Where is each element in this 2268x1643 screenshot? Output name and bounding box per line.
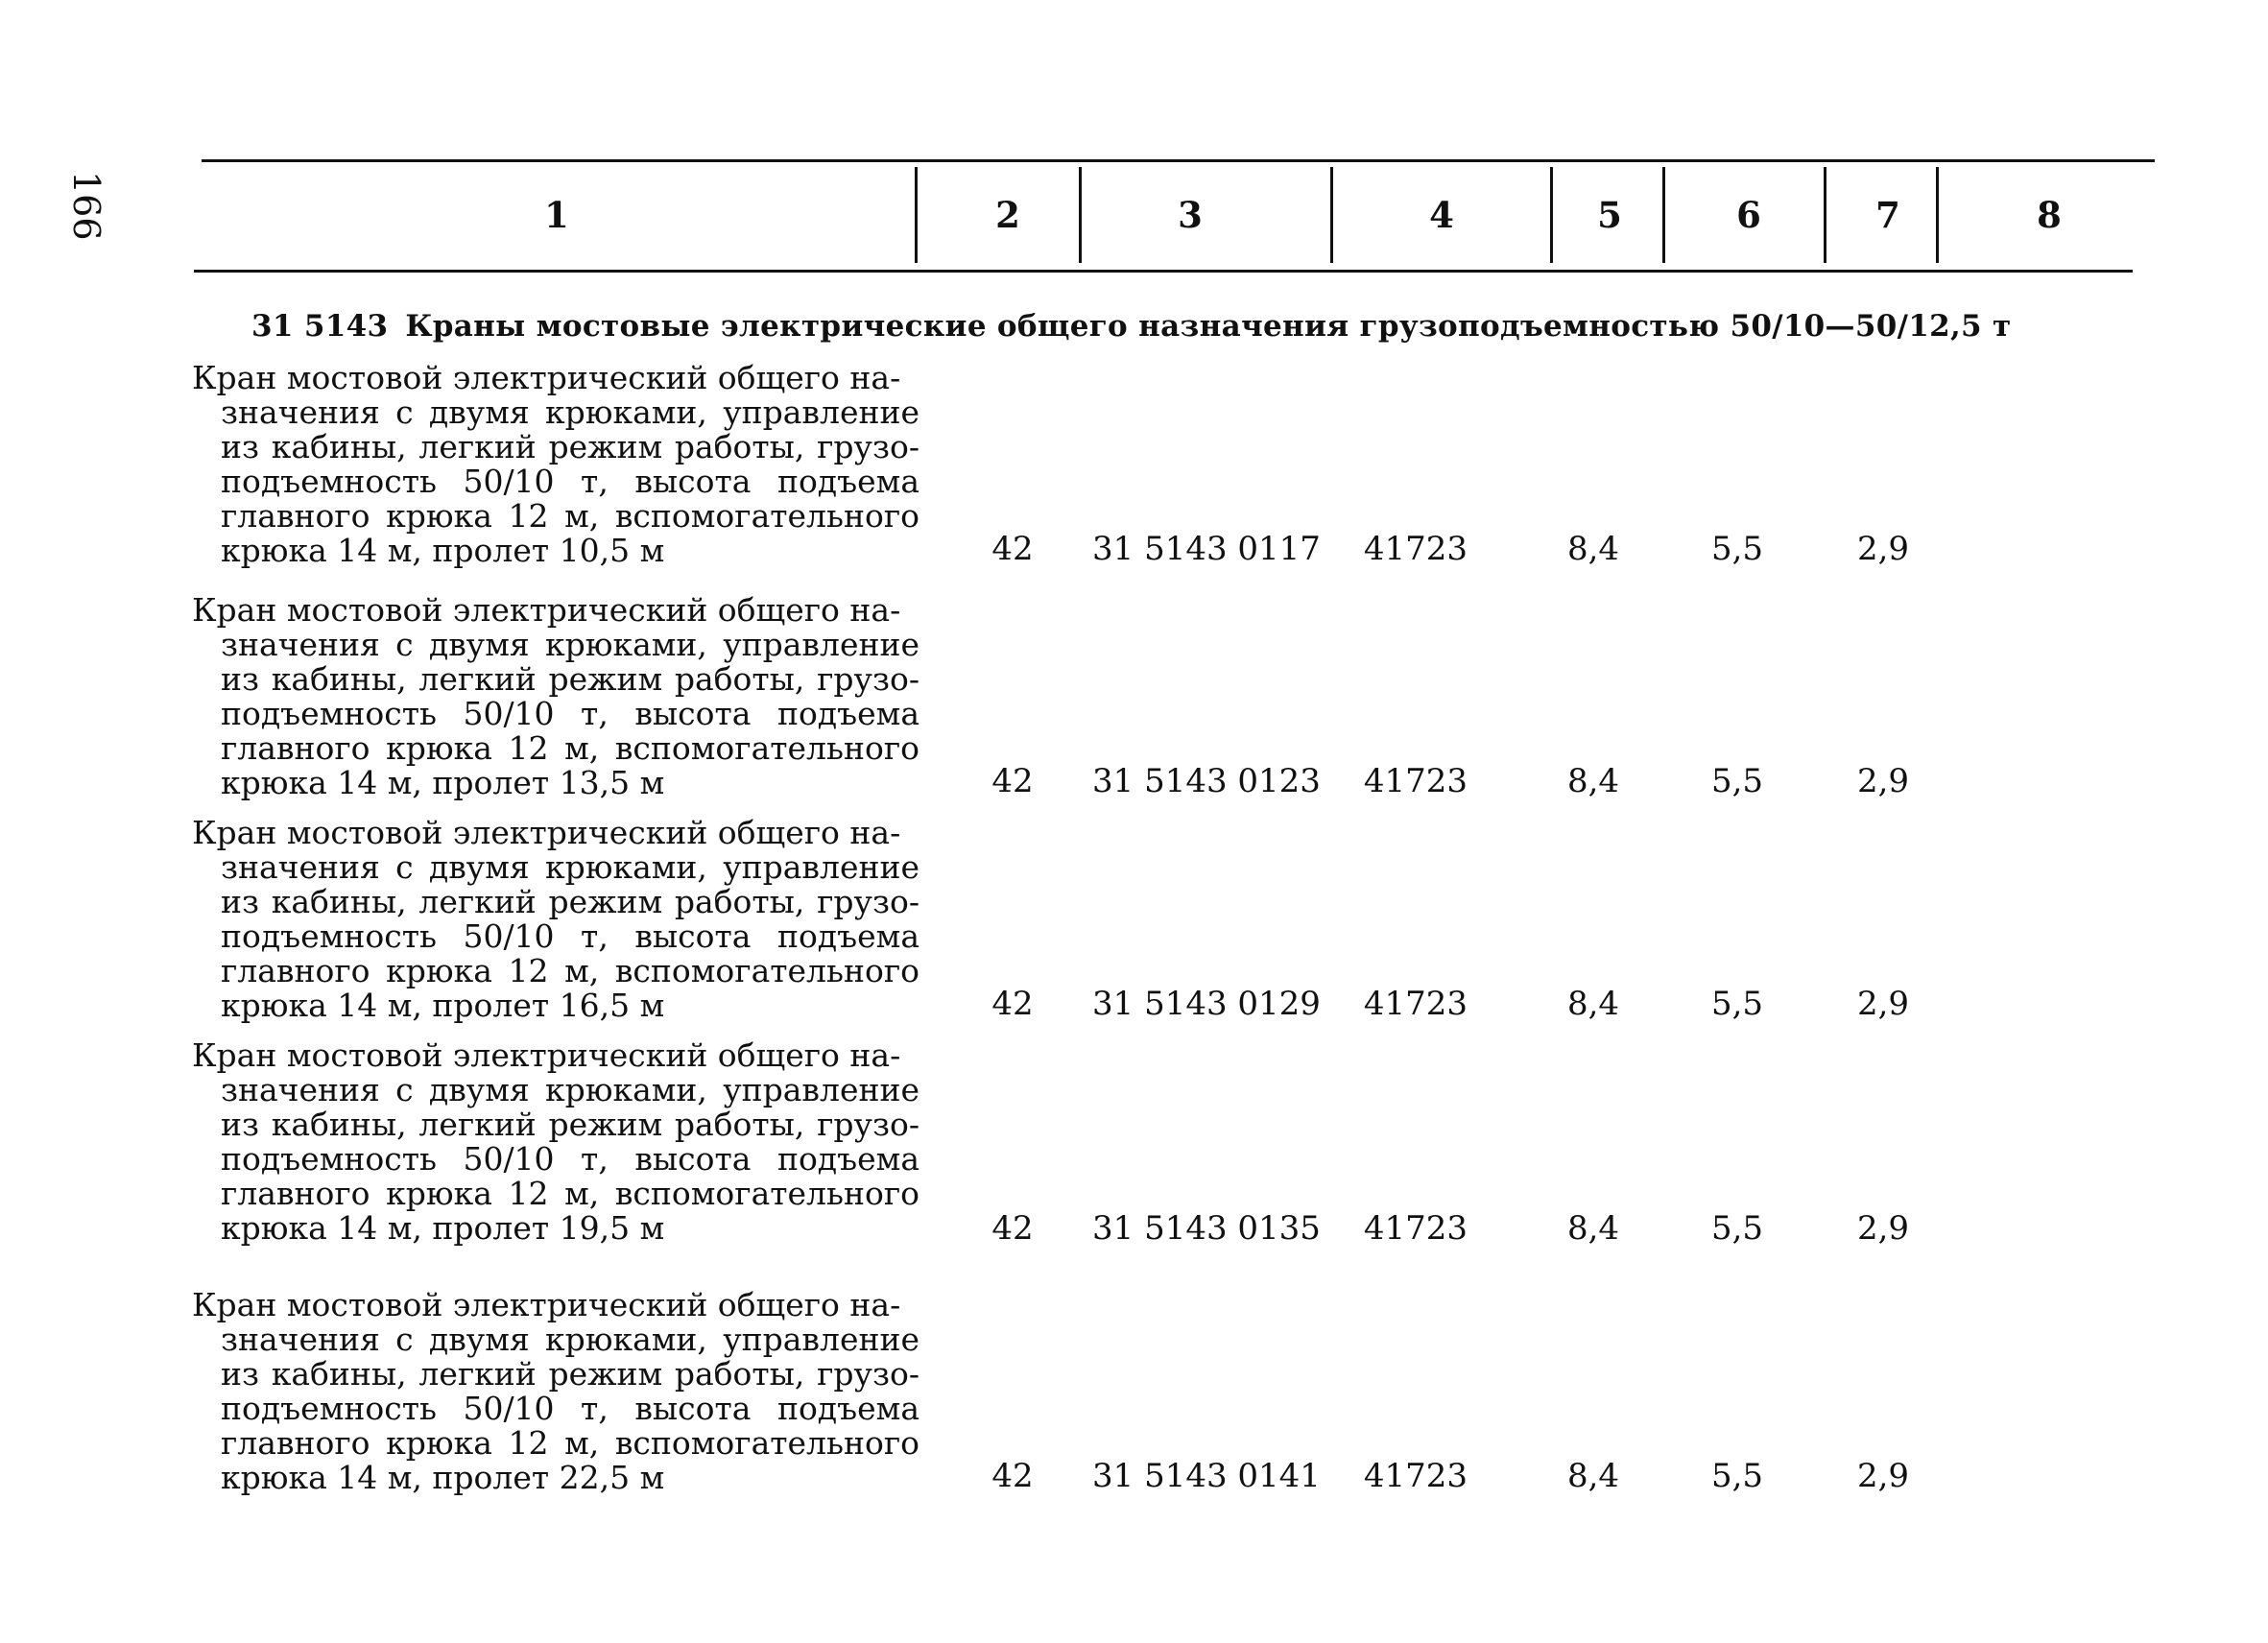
section-title-text: Краны мостовые электрические общего назначения грузоподъемностью 50/10—50/12,5 т [405,309,2012,344]
column-header-8: 8 [2037,194,2062,236]
row-cell-col2: 42 [991,985,1034,1023]
row-cell-col4: 41723 [1363,530,1468,568]
table-header-bottom-rule [194,270,2133,273]
row-cell-col2: 42 [991,1209,1034,1248]
row-description [192,1288,919,1495]
row-cell-col7: 2,9 [1856,985,1910,1023]
row-description-rest: значения с двумя крюками, управление из кабины, легкий режим работы, грузо-подъемность 50/10 т, высота подъема главного крюка 12 м, вспомогательного крюка 14 м, пролет 16,5 м [221,848,919,1024]
row-description-first-line: Кран мостовой электрический общего на- [192,1286,901,1323]
row-cell-col7: 2,9 [1856,762,1910,800]
row-cell-col5: 8,4 [1566,1457,1620,1495]
row-cell-col3: 31 5143 0141 [1092,1457,1321,1495]
row-cell-col2: 42 [991,530,1034,568]
column-divider [1662,167,1665,263]
row-description [192,361,919,568]
row-cell-col6: 5,5 [1710,762,1764,800]
column-divider [1936,167,1939,263]
row-cell-col4: 41723 [1363,1457,1468,1495]
row-cell-col2: 42 [991,762,1034,800]
row-description-rest: значения с двумя крюками, управление из кабины, легкий режим работы, грузо-подъемность 50/10 т, высота подъема главного крюка 12 м, вспомогательного крюка 14 м, пролет 19,5 м [221,1071,919,1247]
row-cell-col5: 8,4 [1566,530,1620,568]
row-cell-col3: 31 5143 0129 [1092,985,1321,1023]
row-description-rest: значения с двумя крюками, управление из кабины, легкий режим работы, грузо-подъемность 50/10 т, высота подъема главного крюка 12 м, вспомогательного крюка 14 м, пролет 13,5 м [221,626,919,801]
column-divider [1550,167,1553,263]
column-header-7: 7 [1875,194,1900,236]
row-cell-col7: 2,9 [1856,1209,1910,1248]
row-description-first-line: Кран мостовой электрический общего на- [192,1036,901,1074]
row-cell-col6: 5,5 [1710,530,1764,568]
page-number: 166 [65,171,107,241]
column-divider [1824,167,1826,263]
row-cell-col7: 2,9 [1856,1457,1910,1495]
row-cell-col3: 31 5143 0117 [1092,530,1321,568]
row-cell-col3: 31 5143 0123 [1092,762,1321,800]
row-cell-col5: 8,4 [1566,762,1620,800]
column-header-1: 1 [544,194,569,236]
column-header-4: 4 [1429,194,1454,236]
column-header-3: 3 [1178,194,1203,236]
row-cell-col4: 41723 [1363,985,1468,1023]
column-header-5: 5 [1597,194,1622,236]
row-cell-col6: 5,5 [1710,1209,1764,1248]
table-top-rule [202,159,2155,162]
row-description [192,816,919,1023]
section-code: 31 5143 [251,309,389,344]
row-cell-col2: 42 [991,1457,1034,1495]
row-description-rest: значения с двумя крюками, управление из кабины, легкий режим работы, грузо-подъемность 50/10 т, высота подъема главного крюка 12 м, вспомогательного крюка 14 м, пролет 22,5 м [221,1321,919,1496]
row-cell-col6: 5,5 [1710,1457,1764,1495]
column-divider [915,167,918,263]
row-cell-col5: 8,4 [1566,985,1620,1023]
row-description [192,593,919,800]
column-divider [1330,167,1333,263]
row-cell-col7: 2,9 [1856,530,1910,568]
column-header-6: 6 [1736,194,1761,236]
row-cell-col4: 41723 [1363,762,1468,800]
row-description-first-line: Кран мостовой электрический общего на- [192,359,901,396]
row-cell-col5: 8,4 [1566,1209,1620,1248]
section-title [251,309,2012,344]
row-description-rest: значения с двумя крюками, управление из кабины, легкий режим работы, грузо-подъемность 50/10 т, высота подъема главного крюка 12 м, вспомогательного крюка 14 м, пролет 10,5 м [221,393,919,569]
column-header-2: 2 [995,194,1020,236]
row-description-first-line: Кран мостовой электрический общего на- [192,814,901,851]
row-cell-col6: 5,5 [1710,985,1764,1023]
column-divider [1079,167,1082,263]
row-description-first-line: Кран мостовой электрический общего на- [192,591,901,629]
row-cell-col4: 41723 [1363,1209,1468,1248]
row-cell-col3: 31 5143 0135 [1092,1209,1321,1248]
row-description [192,1038,919,1246]
